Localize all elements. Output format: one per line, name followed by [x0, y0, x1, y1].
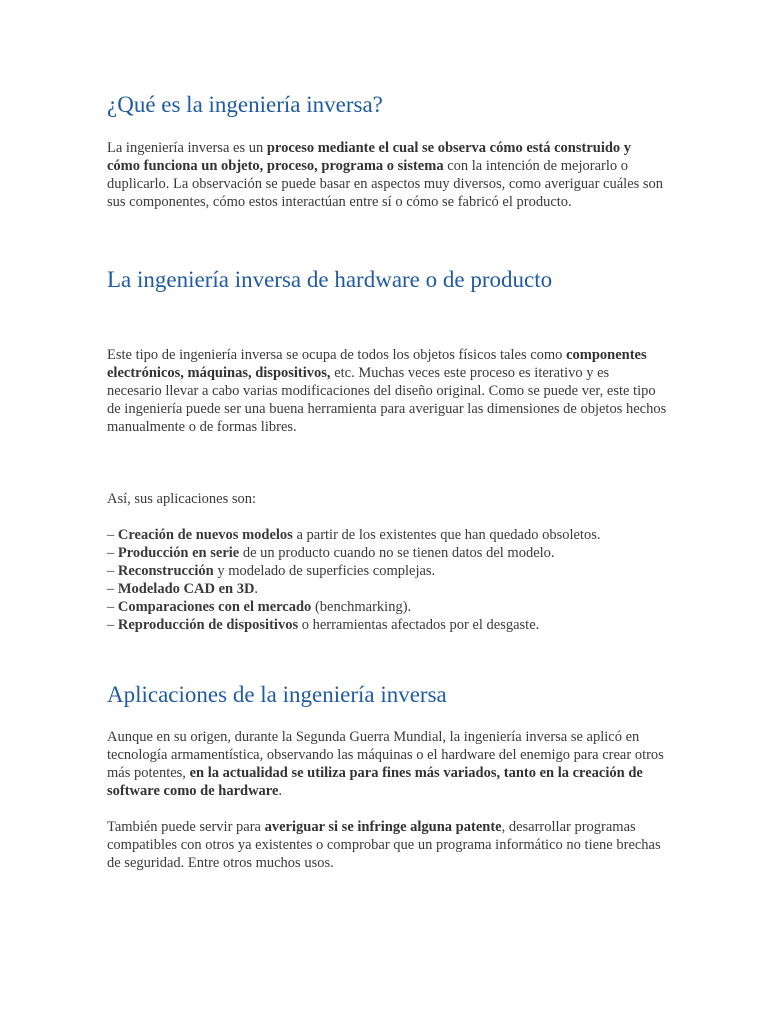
paragraph-history [107, 728, 667, 800]
text: , desarrollar programas compatibles con otros ya existentes o comprobar que un programa informático no tiene brechas de seguridad. Entre otros muchos usos. [107, 819, 661, 871]
paragraph-uses [107, 818, 667, 872]
text: y modelado de superficies complejas. [213, 563, 436, 579]
text: con la intención de mejorarlo o duplicarlo. La observación se puede basar en aspectos muy diversos, como averiguar cuáles son sus componentes, cómo estos interactúan entre sí o cómo se fabricó el producto. [107, 158, 664, 210]
text: de un producto cuando no se tienen datos del modelo. [239, 545, 555, 561]
dash: – [107, 581, 118, 597]
list-item [107, 580, 667, 598]
list-item [107, 562, 667, 580]
bold-text: averiguar si se infringe alguna patente [264, 819, 502, 835]
dash: – [107, 617, 118, 633]
bold-text: Reproducción de dispositivos [117, 617, 299, 633]
bold-text: Comparaciones con el mercado [117, 599, 312, 615]
dash: – [107, 527, 118, 543]
bold-text: Creación de nuevos modelos [117, 527, 293, 543]
dash: – [107, 563, 118, 579]
paragraph-hardware [107, 346, 667, 436]
bold-text: componentes electrónicos, máquinas, dispositivos, [107, 347, 647, 381]
text: Aunque en su origen, durante la Segunda Guerra Mundial, la ingeniería inversa se aplicó en tecnología armamentística, observando las máquinas o el hardware del enemigo para crear otros más potentes, [107, 729, 664, 781]
applications-intro: Así, sus aplicaciones son: [107, 491, 257, 507]
list-item [107, 598, 667, 616]
list-item [107, 616, 667, 634]
text: . [254, 581, 259, 597]
text: La ingeniería inversa es un [107, 140, 267, 156]
bold-text: Producción en serie [117, 545, 240, 561]
bold-text: Reconstrucción [117, 563, 214, 579]
text: . [278, 783, 283, 799]
heading-que-es: ¿Qué es la ingeniería inversa? [107, 92, 383, 117]
text: Este tipo de ingeniería inversa se ocupa de todos los objetos físicos tales como [107, 347, 567, 363]
paragraph-definition [107, 139, 667, 211]
text: También puede servir para [107, 819, 265, 835]
text: (benchmarking). [311, 599, 412, 615]
list-item [107, 544, 667, 562]
bold-text: Modelado CAD en 3D [117, 581, 255, 597]
text: o herramientas afectados por el desgaste. [298, 617, 540, 633]
text: a partir de los existentes que han quedado obsoletos. [292, 527, 601, 543]
text: etc. Muchas veces este proceso es iterativo y es necesario llevar a cabo varias modificaciones del diseño original. Como se puede ver, este tipo de ingeniería puede ser una buena herramienta para averiguar las dimensiones de objetos hechos manualmente o de formas libres. [107, 365, 667, 435]
list-item [107, 526, 667, 544]
heading-hardware: La ingeniería inversa de hardware o de producto [107, 267, 553, 292]
bold-text: en la actualidad se utiliza para fines más variados, tanto en la creación de software como de hardware [107, 765, 643, 799]
dash: – [107, 599, 118, 615]
applications-list [107, 526, 667, 634]
bold-text: proceso mediante el cual se observa cómo está construido y cómo funciona un objeto, proceso, programa o sistema [107, 140, 632, 174]
dash: – [107, 545, 118, 561]
heading-aplicaciones: Aplicaciones de la ingeniería inversa [107, 682, 447, 707]
